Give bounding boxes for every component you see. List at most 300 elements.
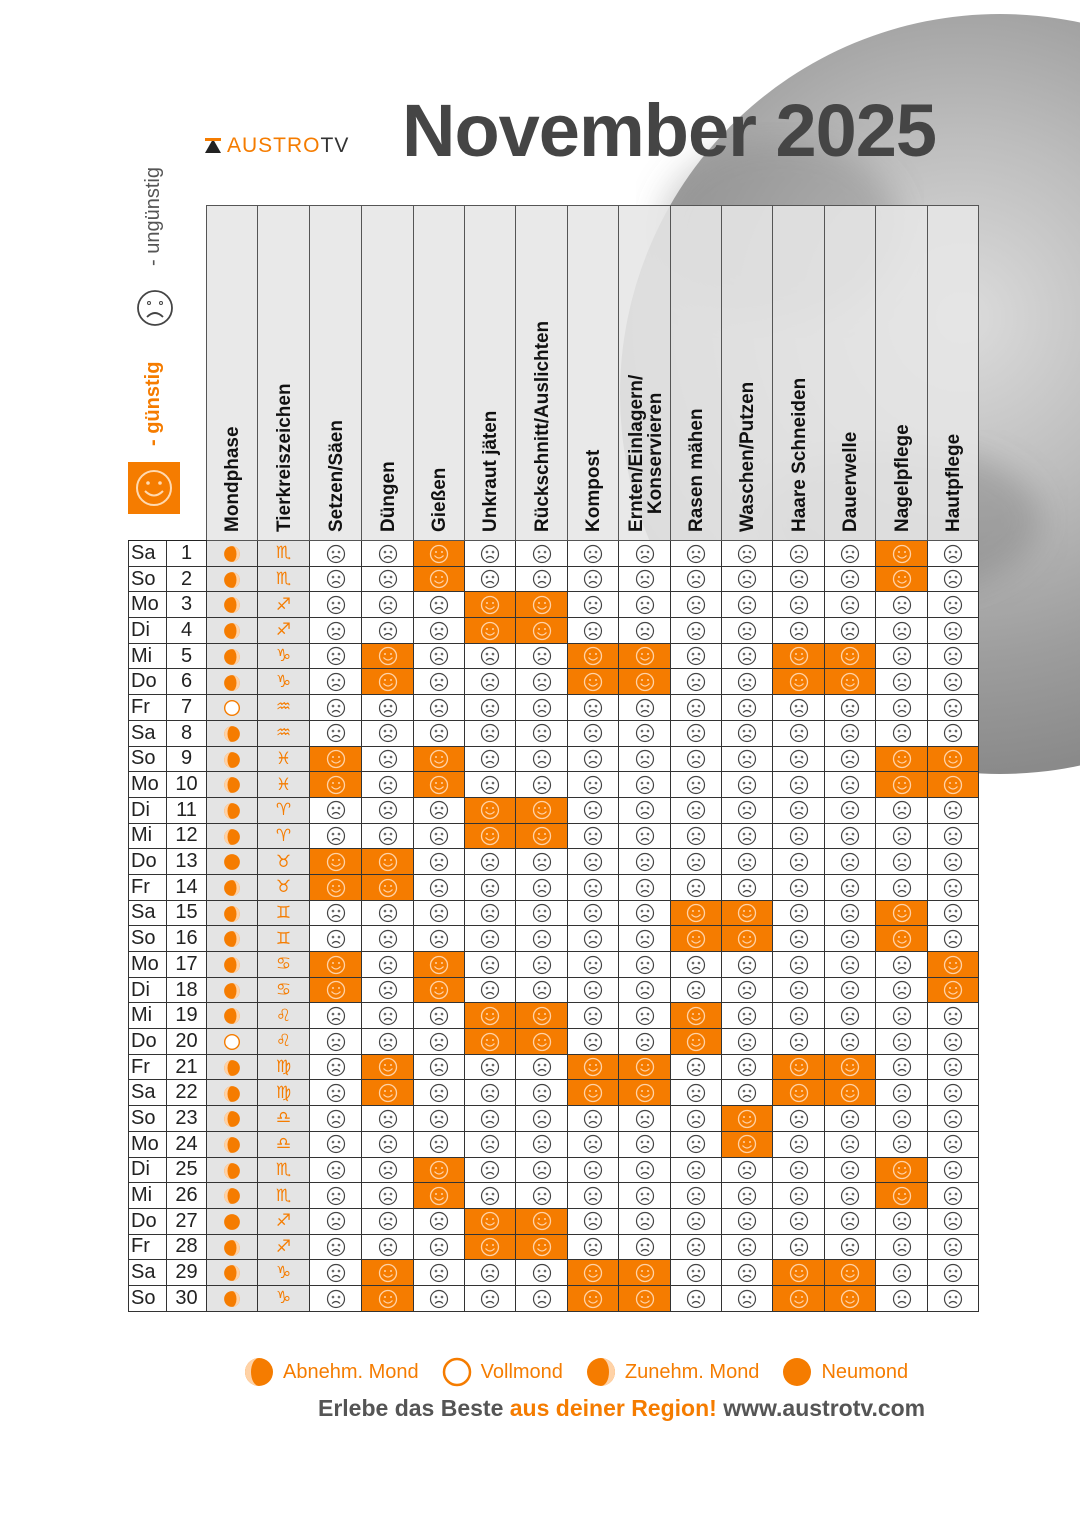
happy-face-icon <box>892 1160 912 1180</box>
unfavorable-cell <box>310 720 362 746</box>
sad-face-icon <box>429 826 449 846</box>
moon-phase-cell <box>207 823 258 849</box>
sad-face-icon <box>840 852 860 872</box>
happy-face-icon <box>532 621 552 641</box>
sad-face-icon <box>429 800 449 820</box>
favorable-cell <box>928 746 979 772</box>
unfavorable-cell <box>722 1080 773 1106</box>
favorable-cell <box>825 1285 876 1311</box>
unfavorable-cell <box>619 1183 671 1209</box>
unfavorable-cell <box>773 541 825 567</box>
unfavorable-cell <box>722 849 773 875</box>
abnehmend-moon-icon <box>223 1085 241 1103</box>
sad-face-icon <box>892 621 912 641</box>
sad-face-icon <box>532 903 552 923</box>
zodiac-cell <box>258 1157 310 1183</box>
sad-face-icon <box>737 955 757 975</box>
unfavorable-cell <box>671 566 722 592</box>
column-header-label: Haare Schneiden <box>788 377 810 532</box>
sad-face-icon <box>943 826 963 846</box>
unfavorable-cell <box>825 797 876 823</box>
unfavorable-cell <box>568 1003 619 1029</box>
unfavorable-cell <box>310 669 362 695</box>
favorable-cell <box>414 772 465 798</box>
weekday-cell: So <box>129 746 167 772</box>
unfavorable-cell <box>876 669 928 695</box>
sad-face-icon <box>943 1032 963 1052</box>
sad-face-icon <box>686 621 706 641</box>
weekday-cell: Fr <box>129 874 167 900</box>
header-blank-weekday <box>129 206 167 541</box>
legend-waning-label: Abnehm. Mond <box>283 1360 419 1383</box>
moon-phase-cell <box>207 797 258 823</box>
unfavorable-cell <box>671 977 722 1003</box>
unfavorable-cell <box>773 566 825 592</box>
abnehmend-moon-icon <box>223 776 241 794</box>
weekday-cell: So <box>129 1106 167 1132</box>
zodiac-cell <box>258 926 310 952</box>
unfavorable-cell <box>825 592 876 618</box>
unfavorable-cell <box>619 977 671 1003</box>
favorable-cell <box>722 900 773 926</box>
sad-face-icon <box>686 1186 706 1206</box>
happy-face-icon <box>892 749 912 769</box>
favorable-cell <box>516 823 568 849</box>
sad-face-icon <box>840 621 860 641</box>
zodiac-cell <box>258 669 310 695</box>
unfavorable-cell <box>568 1183 619 1209</box>
day-number-cell: 18 <box>167 977 207 1003</box>
unfavorable-cell <box>876 695 928 721</box>
sad-face-icon <box>789 621 809 641</box>
favorable-cell <box>568 1285 619 1311</box>
sad-face-icon <box>583 698 603 718</box>
sad-face-icon <box>429 903 449 923</box>
sad-face-icon <box>840 1109 860 1129</box>
happy-face-icon <box>326 749 346 769</box>
happy-face-icon <box>635 1263 655 1283</box>
happy-face-icon <box>583 646 603 666</box>
favorable-cell <box>876 1183 928 1209</box>
sad-face-icon <box>686 749 706 769</box>
column-header-mondphase <box>207 206 258 541</box>
happy-face-icon <box>480 595 500 615</box>
sad-face-icon <box>635 955 655 975</box>
moon-phase-cell <box>207 977 258 1003</box>
favorable-cell <box>310 977 362 1003</box>
sad-face-icon <box>686 878 706 898</box>
unfavorable-cell <box>568 926 619 952</box>
unfavorable-cell <box>773 1234 825 1260</box>
unfavorable-cell <box>414 823 465 849</box>
favorable-cell <box>516 1234 568 1260</box>
weekday-cell: So <box>129 926 167 952</box>
favorable-cell <box>465 797 516 823</box>
unfavorable-cell <box>722 592 773 618</box>
sad-face-icon <box>429 698 449 718</box>
table-row <box>129 900 979 926</box>
column-header-label: Mondphase <box>222 426 243 532</box>
sad-face-icon <box>789 544 809 564</box>
table-row <box>129 1029 979 1055</box>
unfavorable-cell <box>671 1234 722 1260</box>
day-number-cell: 15 <box>167 900 207 926</box>
sad-face-icon <box>635 1186 655 1206</box>
unfavorable-cell <box>722 1260 773 1286</box>
unfavorable-cell <box>465 669 516 695</box>
footer-website-link[interactable]: www.austrotv.com <box>716 1395 926 1421</box>
weekday-cell: Mi <box>129 823 167 849</box>
unfavorable-cell <box>568 772 619 798</box>
sad-face-icon <box>943 1289 963 1309</box>
day-number-cell: 10 <box>167 772 207 798</box>
column-header-activity <box>773 206 825 541</box>
favorable-cell <box>619 643 671 669</box>
sad-face-icon <box>686 1134 706 1154</box>
sad-face-icon <box>532 1160 552 1180</box>
sad-face-icon <box>892 1006 912 1026</box>
sad-face-icon <box>737 878 757 898</box>
unfavorable-cell <box>619 1106 671 1132</box>
weekday-cell: Di <box>129 1157 167 1183</box>
sad-face-icon <box>635 852 655 872</box>
sad-face-icon <box>378 1211 398 1231</box>
unfavorable-cell <box>362 1003 414 1029</box>
unfavorable-cell <box>773 618 825 644</box>
moon-phase-cell <box>207 926 258 952</box>
unfavorable-cell <box>773 1183 825 1209</box>
favorable-cell <box>465 1029 516 1055</box>
unfavorable-cell <box>671 1183 722 1209</box>
unfavorable-cell <box>619 849 671 875</box>
sad-face-icon <box>480 980 500 1000</box>
sad-face-icon <box>737 1057 757 1077</box>
unfavorable-cell <box>825 1003 876 1029</box>
table-row <box>129 1080 979 1106</box>
favorable-cell <box>876 541 928 567</box>
sad-face-icon <box>378 1160 398 1180</box>
favorable-cell <box>362 1054 414 1080</box>
sad-face-icon <box>943 595 963 615</box>
unfavorable-cell <box>928 1260 979 1286</box>
sad-face-icon <box>429 1211 449 1231</box>
unfavorable-cell <box>722 874 773 900</box>
unfavorable-cell <box>671 695 722 721</box>
sad-face-icon <box>532 646 552 666</box>
weekday-cell: Fr <box>129 1234 167 1260</box>
unfavorable-cell <box>825 1029 876 1055</box>
sad-face-icon <box>583 1186 603 1206</box>
sad-face-icon <box>686 723 706 743</box>
sad-face-icon <box>686 569 706 589</box>
favorable-cell <box>465 1234 516 1260</box>
unfavorable-cell <box>722 1054 773 1080</box>
weekday-cell: So <box>129 1285 167 1311</box>
unfavorable-cell <box>414 1208 465 1234</box>
sad-face-icon <box>635 1134 655 1154</box>
sad-face-icon <box>635 903 655 923</box>
unfavorable-cell <box>773 695 825 721</box>
table-row <box>129 977 979 1003</box>
sad-face-icon <box>326 1186 346 1206</box>
unfavorable-cell <box>773 1029 825 1055</box>
sad-face-icon <box>789 1006 809 1026</box>
unfavorable-cell <box>619 952 671 978</box>
sad-face-icon <box>429 929 449 949</box>
unfavorable-cell <box>516 1183 568 1209</box>
sad-face-icon <box>635 621 655 641</box>
happy-face-icon <box>378 672 398 692</box>
waning-moon-icon <box>243 1356 275 1388</box>
sad-face-icon <box>532 955 552 975</box>
sad-face-icon <box>840 903 860 923</box>
full-moon-icon <box>441 1356 473 1388</box>
day-number-cell: 9 <box>167 746 207 772</box>
unfavorable-cell <box>362 1157 414 1183</box>
happy-face-icon <box>840 1057 860 1077</box>
sad-face-icon <box>686 955 706 975</box>
unfavorable-cell <box>362 618 414 644</box>
vollmond-moon-icon <box>223 699 241 717</box>
unfavorable-cell <box>516 643 568 669</box>
favorable-cell <box>568 1080 619 1106</box>
sad-face-icon <box>686 1289 706 1309</box>
sad-face-icon <box>686 1211 706 1231</box>
day-number-cell: 12 <box>167 823 207 849</box>
unfavorable-cell <box>671 720 722 746</box>
sad-face-icon <box>943 1237 963 1257</box>
sad-face-icon <box>943 800 963 820</box>
zunehmend-moon-icon <box>223 1239 241 1257</box>
unfavorable-cell <box>516 874 568 900</box>
sad-face-icon <box>583 1006 603 1026</box>
table-row <box>129 1208 979 1234</box>
unfavorable-cell <box>671 1131 722 1157</box>
footer-slogan <box>318 1395 925 1422</box>
sad-face-icon <box>326 1289 346 1309</box>
column-header-label: Düngen <box>377 461 399 532</box>
sad-face-icon <box>378 569 398 589</box>
unfavorable-cell <box>516 669 568 695</box>
unfavorable-cell <box>310 1234 362 1260</box>
weekday-cell: Fr <box>129 1054 167 1080</box>
happy-face-icon <box>789 672 809 692</box>
sad-face-icon <box>737 775 757 795</box>
happy-face-icon <box>480 826 500 846</box>
weekday-cell: Sa <box>129 541 167 567</box>
sad-face-icon <box>480 878 500 898</box>
weekday-cell: Di <box>129 977 167 1003</box>
unfavorable-cell <box>671 849 722 875</box>
sad-face-icon <box>429 672 449 692</box>
unfavorable-cell <box>310 541 362 567</box>
unfavorable-cell <box>671 669 722 695</box>
sad-face-icon <box>737 1006 757 1026</box>
happy-face-icon <box>429 749 449 769</box>
sad-face-icon <box>326 1032 346 1052</box>
happy-face-icon <box>532 595 552 615</box>
favorable-cell <box>825 643 876 669</box>
unfavorable-cell <box>619 1234 671 1260</box>
sad-face-icon <box>532 698 552 718</box>
sad-face-icon <box>378 775 398 795</box>
unfavorable-cell <box>671 823 722 849</box>
column-header-label: Tierkreiszeichen <box>273 383 295 532</box>
abnehmend-moon-icon <box>223 1110 241 1128</box>
sagittarius-icon: ♐ <box>275 1211 292 1232</box>
favorable-cell <box>773 1080 825 1106</box>
sad-face-icon <box>326 903 346 923</box>
sad-face-icon <box>429 852 449 872</box>
unfavorable-cell <box>310 566 362 592</box>
happy-face-icon <box>840 672 860 692</box>
column-header-activity <box>928 206 979 541</box>
sad-face-icon <box>378 903 398 923</box>
unfavorable-cell <box>928 695 979 721</box>
unfavorable-cell <box>362 797 414 823</box>
moon-phase-cell <box>207 746 258 772</box>
sad-face-icon <box>686 544 706 564</box>
zodiac-cell <box>258 1260 310 1286</box>
sad-face-icon <box>635 775 655 795</box>
unfavorable-cell <box>928 874 979 900</box>
favorable-cell <box>465 618 516 644</box>
sagittarius-icon: ♐ <box>275 620 292 641</box>
sad-face-icon <box>943 1160 963 1180</box>
favorable-cell <box>722 1131 773 1157</box>
sad-face-icon <box>326 826 346 846</box>
unfavorable-cell <box>619 772 671 798</box>
sad-face-icon <box>943 1006 963 1026</box>
weekday-cell: Mi <box>129 643 167 669</box>
sad-face-icon <box>789 800 809 820</box>
sad-face-icon <box>583 929 603 949</box>
sad-face-icon <box>943 1083 963 1103</box>
sad-face-icon <box>840 569 860 589</box>
sad-face-icon <box>686 646 706 666</box>
day-number-cell: 5 <box>167 643 207 669</box>
moon-phase-cell <box>207 1106 258 1132</box>
sad-face-icon <box>480 955 500 975</box>
sad-face-icon <box>532 1109 552 1129</box>
capricorn-icon: ♑ <box>275 1288 292 1309</box>
sad-face-icon <box>686 698 706 718</box>
happy-face-icon <box>480 800 500 820</box>
favorable-cell <box>928 977 979 1003</box>
unfavorable-cell <box>516 1157 568 1183</box>
moon-phase-cell <box>207 874 258 900</box>
favorable-cell <box>414 746 465 772</box>
unfavorable-cell <box>928 1285 979 1311</box>
sad-face-icon <box>480 1160 500 1180</box>
sad-face-icon <box>737 1083 757 1103</box>
gemini-icon: ♊ <box>275 928 292 949</box>
moon-phase-cell <box>207 1054 258 1080</box>
sad-face-icon <box>532 1134 552 1154</box>
unfavorable-cell <box>362 566 414 592</box>
day-number-cell: 26 <box>167 1183 207 1209</box>
sad-face-icon <box>840 1237 860 1257</box>
moon-phase-cell <box>207 541 258 567</box>
unfavorable-cell <box>516 900 568 926</box>
table-row <box>129 1131 979 1157</box>
sad-face-icon <box>378 595 398 615</box>
sad-face-icon <box>378 1186 398 1206</box>
capricorn-icon: ♑ <box>275 671 292 692</box>
sad-face-icon <box>532 1057 552 1077</box>
unfavorable-cell <box>671 541 722 567</box>
sad-face-icon <box>480 646 500 666</box>
sad-face-icon <box>532 1289 552 1309</box>
sad-face-icon <box>583 1032 603 1052</box>
legend-full-label: Vollmond <box>480 1360 563 1383</box>
favorable-cell <box>516 1003 568 1029</box>
sad-face-icon <box>532 775 552 795</box>
favorable-cell <box>362 669 414 695</box>
sad-face-icon <box>840 775 860 795</box>
sad-face-icon <box>789 1032 809 1052</box>
happy-face-icon <box>789 1289 809 1309</box>
moon-phase-cell <box>207 1183 258 1209</box>
sad-face-icon <box>378 749 398 769</box>
sad-face-icon <box>789 569 809 589</box>
sad-face-icon <box>840 800 860 820</box>
moon-phase-cell <box>207 669 258 695</box>
happy-face-icon <box>686 1032 706 1052</box>
neumond-moon-icon <box>223 1213 241 1231</box>
favorable-cell <box>825 1054 876 1080</box>
day-number-cell: 30 <box>167 1285 207 1311</box>
favorable-cell <box>773 669 825 695</box>
zunehmend-moon-icon <box>223 1290 241 1308</box>
day-number-cell: 27 <box>167 1208 207 1234</box>
sad-face-icon <box>840 1006 860 1026</box>
table-row <box>129 849 979 875</box>
moon-phase-cell <box>207 592 258 618</box>
sad-face-icon <box>378 544 398 564</box>
zunehmend-moon-icon <box>223 1007 241 1025</box>
unfavorable-cell <box>310 1285 362 1311</box>
unfavorable-cell <box>362 541 414 567</box>
happy-face-icon <box>480 1006 500 1026</box>
unfavorable-cell <box>928 900 979 926</box>
happy-face-icon <box>892 903 912 923</box>
unfavorable-cell <box>722 746 773 772</box>
unfavorable-cell <box>876 874 928 900</box>
abnehmend-moon-icon <box>223 802 241 820</box>
happy-face-icon <box>737 1109 757 1129</box>
favorable-cell <box>825 1260 876 1286</box>
column-header-label: Kompost <box>583 449 604 532</box>
column-header-label: Waschen/Putzen <box>737 381 758 532</box>
zodiac-cell <box>258 746 310 772</box>
unfavorable-cell <box>773 746 825 772</box>
favorable-cell <box>773 1054 825 1080</box>
unfavorable-cell <box>310 1208 362 1234</box>
unfavorable-cell <box>310 1080 362 1106</box>
unfavorable-cell <box>516 926 568 952</box>
favorable-cell <box>619 1285 671 1311</box>
favorable-cell <box>876 566 928 592</box>
sad-face-icon <box>429 1032 449 1052</box>
unfavorable-cell <box>568 541 619 567</box>
sad-face-icon <box>429 621 449 641</box>
favorable-cell <box>928 772 979 798</box>
sad-face-icon <box>480 1289 500 1309</box>
zodiac-cell <box>258 952 310 978</box>
sad-face-icon <box>429 1263 449 1283</box>
sagittarius-icon: ♐ <box>275 594 292 615</box>
